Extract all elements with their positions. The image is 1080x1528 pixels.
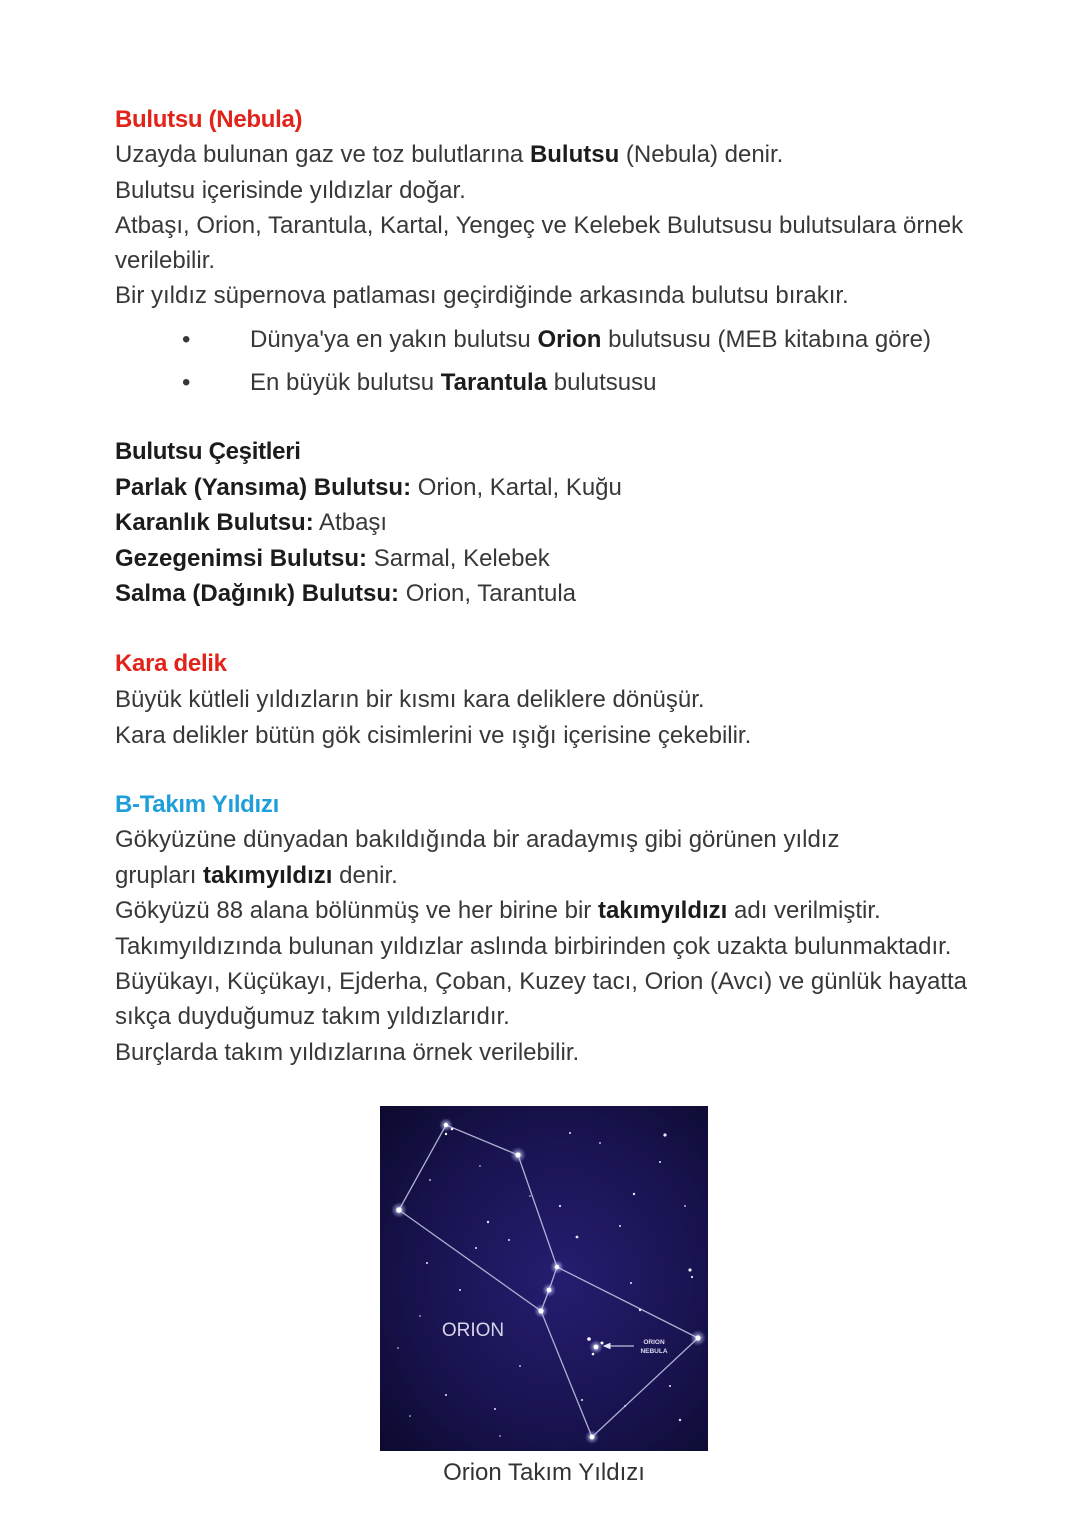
nebula-label-line1: ORION [643, 1339, 665, 1346]
star [479, 1165, 481, 1167]
nebula-bullet-list [115, 322, 975, 408]
star [590, 1435, 595, 1440]
star [630, 1282, 632, 1284]
star [599, 1142, 601, 1144]
star [619, 1225, 621, 1227]
star [397, 1347, 399, 1349]
orion-constellation-image [380, 1106, 708, 1451]
star [487, 1221, 489, 1223]
paragraph-line: Burçlarda takım yıldızlarına örnek verilebilir. [115, 1038, 580, 1066]
nebula-type-item [115, 541, 622, 577]
bullet-icon: • [182, 369, 191, 396]
star [451, 1128, 454, 1131]
nebula-type-examples: Atbaşı [313, 509, 388, 537]
section-black-hole [115, 646, 751, 754]
section-nebula [115, 102, 963, 314]
star [419, 1315, 421, 1317]
star [429, 1179, 431, 1181]
star [396, 1207, 402, 1213]
paragraph-line: Takımyıldızında bulunan yıldızlar aslında birbirinden çok uzakta bulunmaktadır. [115, 932, 952, 960]
nebula-type-examples: Orion, Tarantula [399, 580, 577, 608]
nebula-type-item [115, 505, 622, 541]
paragraph-line: Bulutsu içerisinde yıldızlar doğar. [115, 176, 466, 204]
star [691, 1276, 693, 1278]
figure-caption: Orion Takım Yıldızı [443, 1459, 645, 1486]
paragraph-line: Gökyüzüne dünyadan bakıldığında bir aradaymış gibi görünen yıldız [115, 826, 840, 854]
star [594, 1345, 599, 1350]
bullet-item [115, 365, 975, 400]
star [581, 1399, 583, 1401]
text-run: denir. [332, 861, 398, 889]
constellation-label: ORION [441, 1320, 505, 1341]
text-run: Dünya'ya en yakın bulutsu [250, 326, 538, 353]
star [529, 1195, 531, 1197]
star [624, 1405, 626, 1407]
bullet-text [250, 365, 656, 400]
star [576, 1236, 579, 1239]
bold-term: takımyıldızı [597, 897, 728, 925]
section-heading-nebula-types: Bulutsu Çeşitleri [115, 438, 301, 465]
section-heading-nebula: Bulutsu (Nebula) [115, 106, 303, 133]
text-run: En büyük bulutsu [250, 369, 441, 396]
star [409, 1415, 411, 1417]
star [663, 1133, 666, 1136]
section-constellation [115, 787, 967, 1070]
star [515, 1152, 520, 1157]
paragraph-line [115, 137, 963, 172]
text-run: Gökyüzü 88 alana bölünmüş ve her birine bir [115, 897, 598, 925]
bullet-text [250, 322, 931, 357]
paragraph-line: Bir yıldız süpernova patlaması geçirdiğinde arkasında bulutsu bırakır. [115, 282, 849, 310]
star [555, 1265, 559, 1269]
paragraph-line: Atbaşı, Orion, Tarantula, Kartal, Yengeç ve Kelebek Bulutsusu bulutsulara örnek [115, 211, 964, 239]
text-run: Uzayda bulunan gaz ve toz bulutlarına [115, 141, 530, 169]
star [688, 1268, 691, 1271]
bold-term: Orion [537, 326, 602, 353]
orion-figure [380, 1106, 708, 1451]
nebula-type-examples: Sarmal, Kelebek [367, 544, 550, 572]
nebula-type-item [115, 576, 622, 612]
text-run: adı verilmiştir. [727, 897, 881, 925]
bullet-icon: • [182, 326, 191, 353]
star [547, 1288, 552, 1293]
section-nebula-types [115, 434, 622, 612]
star [679, 1419, 681, 1421]
star [559, 1205, 561, 1207]
nebula-type-examples: Orion, Kartal, Kuğu [411, 473, 622, 501]
star [426, 1262, 428, 1264]
text-run: bulutsusu [547, 369, 657, 396]
star [508, 1239, 510, 1241]
star [499, 1435, 501, 1437]
star [475, 1247, 477, 1249]
bold-term: Tarantula [440, 369, 548, 396]
star [459, 1289, 461, 1291]
nebula-type-term: Parlak (Yansıma) Bulutsu: [115, 473, 412, 501]
star [569, 1132, 571, 1134]
paragraph-line: Büyük kütleli yıldızların bir kısmı kara deliklere dönüşür. [115, 686, 705, 713]
nebula-type-term: Karanlık Bulutsu: [115, 509, 314, 537]
star [601, 1342, 604, 1345]
text-run: (Nebula) denir. [619, 141, 784, 169]
star [592, 1353, 595, 1356]
paragraph-line: Kara delikler bütün gök cisimlerini ve ışığı içerisine çekebilir. [115, 722, 752, 749]
paragraph-line: Büyükayı, Küçükayı, Ejderha, Çoban, Kuzey tacı, Orion (Avcı) ve günlük hayatta [115, 967, 967, 995]
paragraph-line: verilebilir. [115, 247, 216, 275]
paragraph-line [115, 893, 967, 928]
star [633, 1193, 635, 1195]
text-run: grupları [115, 861, 204, 889]
section-heading-black-hole: Kara delik [115, 650, 227, 677]
star [445, 1133, 447, 1135]
nebula-label-line2: NEBULA [640, 1348, 668, 1355]
star [659, 1161, 661, 1163]
star [519, 1365, 521, 1367]
star [684, 1205, 686, 1207]
section-heading-constellation: B-Takım Yıldızı [115, 791, 279, 818]
paragraph-line: sıkça duyduğumuz takım yıldızlarıdır. [115, 1003, 510, 1031]
nebula-type-term: Salma (Dağınık) Bulutsu: [115, 580, 400, 608]
bold-term: Bulutsu [529, 141, 620, 169]
text-run: bulutsusu (MEB kitabına göre) [601, 326, 931, 353]
star [695, 1335, 700, 1340]
bold-term: takımyıldızı [203, 861, 333, 889]
star [494, 1408, 496, 1410]
bullet-item [115, 322, 975, 357]
star [445, 1394, 447, 1396]
star [639, 1309, 641, 1311]
paragraph-line [115, 858, 967, 893]
star [587, 1337, 591, 1341]
star [669, 1385, 671, 1387]
night-sky-background [380, 1106, 708, 1451]
nebula-type-term: Gezegenimsi Bulutsu: [115, 544, 368, 572]
star [444, 1123, 448, 1127]
nebula-type-item [115, 470, 622, 506]
star [538, 1308, 543, 1313]
